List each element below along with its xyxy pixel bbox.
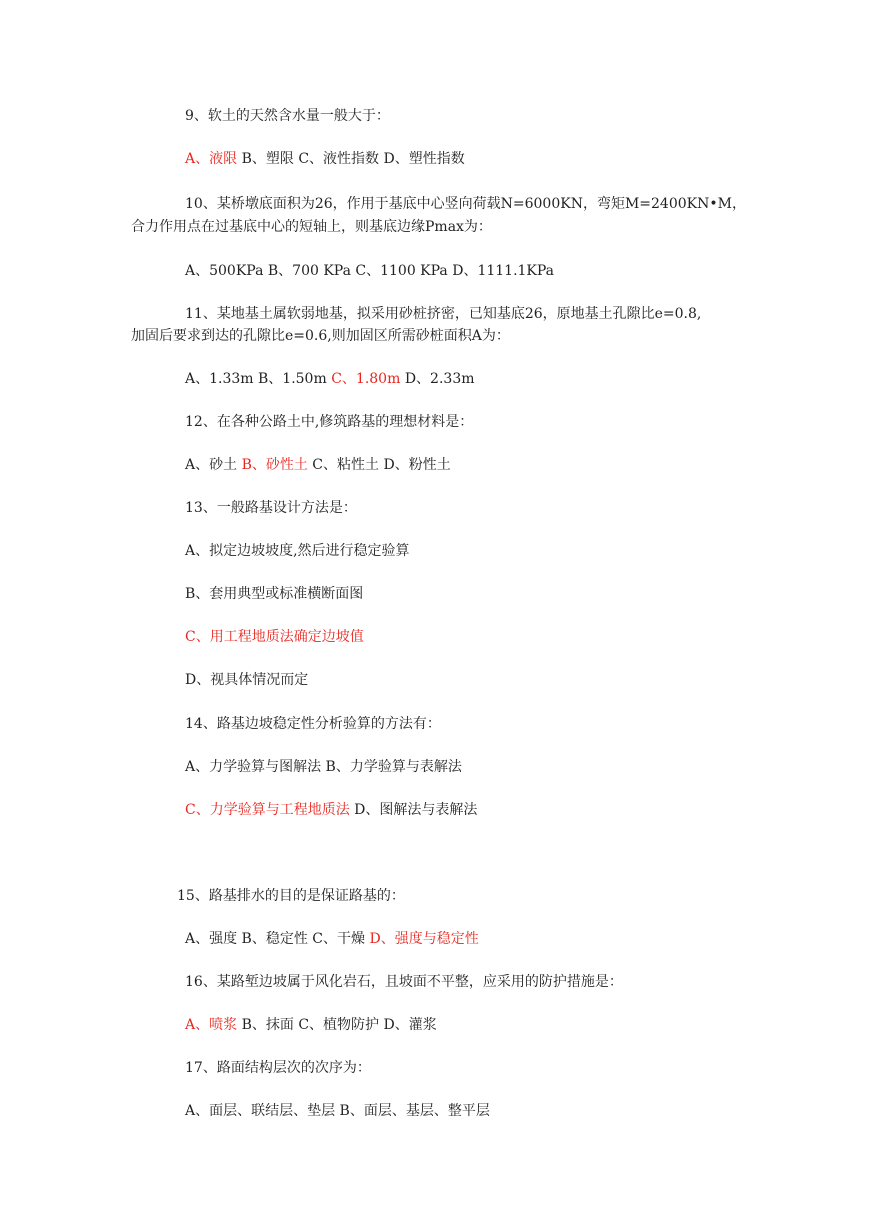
option-post: D、2.33m	[400, 371, 475, 387]
question-9-stem: 9、软土的天然含水量一般大于：	[185, 108, 390, 124]
question-13-option-b: B、套用典型或标准横断面图	[185, 586, 364, 602]
question-11-stem-line2: 加固后要求到达的孔隙比e=0.6,则加固区所需砂桩面积A为：	[131, 328, 510, 344]
question-17-stem: 17、路面结构层次的次序为：	[185, 1060, 371, 1076]
question-13-option-a: A、拟定边坡坡度,然后进行稳定验算	[185, 543, 410, 559]
option-c-answer: C、1.80m	[331, 371, 401, 387]
option-a-answer: A、液限	[185, 151, 238, 167]
option-b-answer: B、砂性土	[241, 457, 308, 473]
question-12-options	[185, 456, 451, 474]
option-post: C、粘性土 D、粉性土	[307, 457, 451, 473]
option-pre: A、砂土	[185, 457, 242, 473]
question-14-options-ab: A、力学验算与图解法 B、力学验算与表解法	[185, 759, 462, 775]
question-14-options-cd	[185, 801, 477, 819]
option-d: D、图解法与表解法	[349, 802, 478, 818]
option-pre: A、强度 B、稳定性 C、干燥	[185, 931, 370, 947]
question-15-stem: 15、路基排水的目的是保证路基的：	[177, 888, 405, 904]
option-rest: B、抹面 C、植物防护 D、灌浆	[237, 1017, 437, 1033]
question-16-stem: 16、某路堑边坡属于风化岩石，且坡面不平整，应采用的防护措施是：	[185, 974, 623, 990]
question-14-stem: 14、路基边坡稳定性分析验算的方法有：	[185, 716, 441, 732]
question-15-options	[185, 930, 479, 948]
question-10-stem-line2: 合力作用点在过基底中心的短轴上，则基底边缘Pmax为：	[131, 219, 492, 235]
question-17-options: A、面层、联结层、垫层 B、面层、基层、整平层	[185, 1103, 490, 1119]
question-10-stem-line1: 10、某桥墩底面积为26，作用于基底中心竖向荷载N=6000KN，弯矩M=2400KN•M，	[185, 196, 746, 212]
question-16-options	[185, 1016, 437, 1034]
question-9-options	[185, 150, 465, 168]
option-c-answer: C、力学验算与工程地质法	[185, 802, 350, 818]
question-13-option-c-answer: C、用工程地质法确定边坡值	[185, 629, 364, 645]
question-12-stem: 12、在各种公路土中,修筑路基的理想材料是：	[185, 414, 474, 430]
question-13-stem: 13、一般路基设计方法是：	[185, 500, 357, 516]
question-10-options: A、500KPa B、700 KPa C、1100 KPa D、1111.1KPa	[185, 263, 555, 279]
option-pre: A、1.33m B、1.50m	[185, 371, 332, 387]
question-11-options	[185, 370, 475, 388]
option-a-answer: A、喷浆	[185, 1017, 238, 1033]
question-11-stem-line1: 11、某地基土属软弱地基，拟采用砂桩挤密，已知基底26，原地基土孔隙比e=0.8,	[185, 306, 702, 322]
option-rest: B、塑限 C、液性指数 D、塑性指数	[237, 151, 465, 167]
question-13-option-d: D、视具体情况而定	[185, 672, 309, 688]
option-d-answer: D、强度与稳定性	[369, 931, 479, 947]
